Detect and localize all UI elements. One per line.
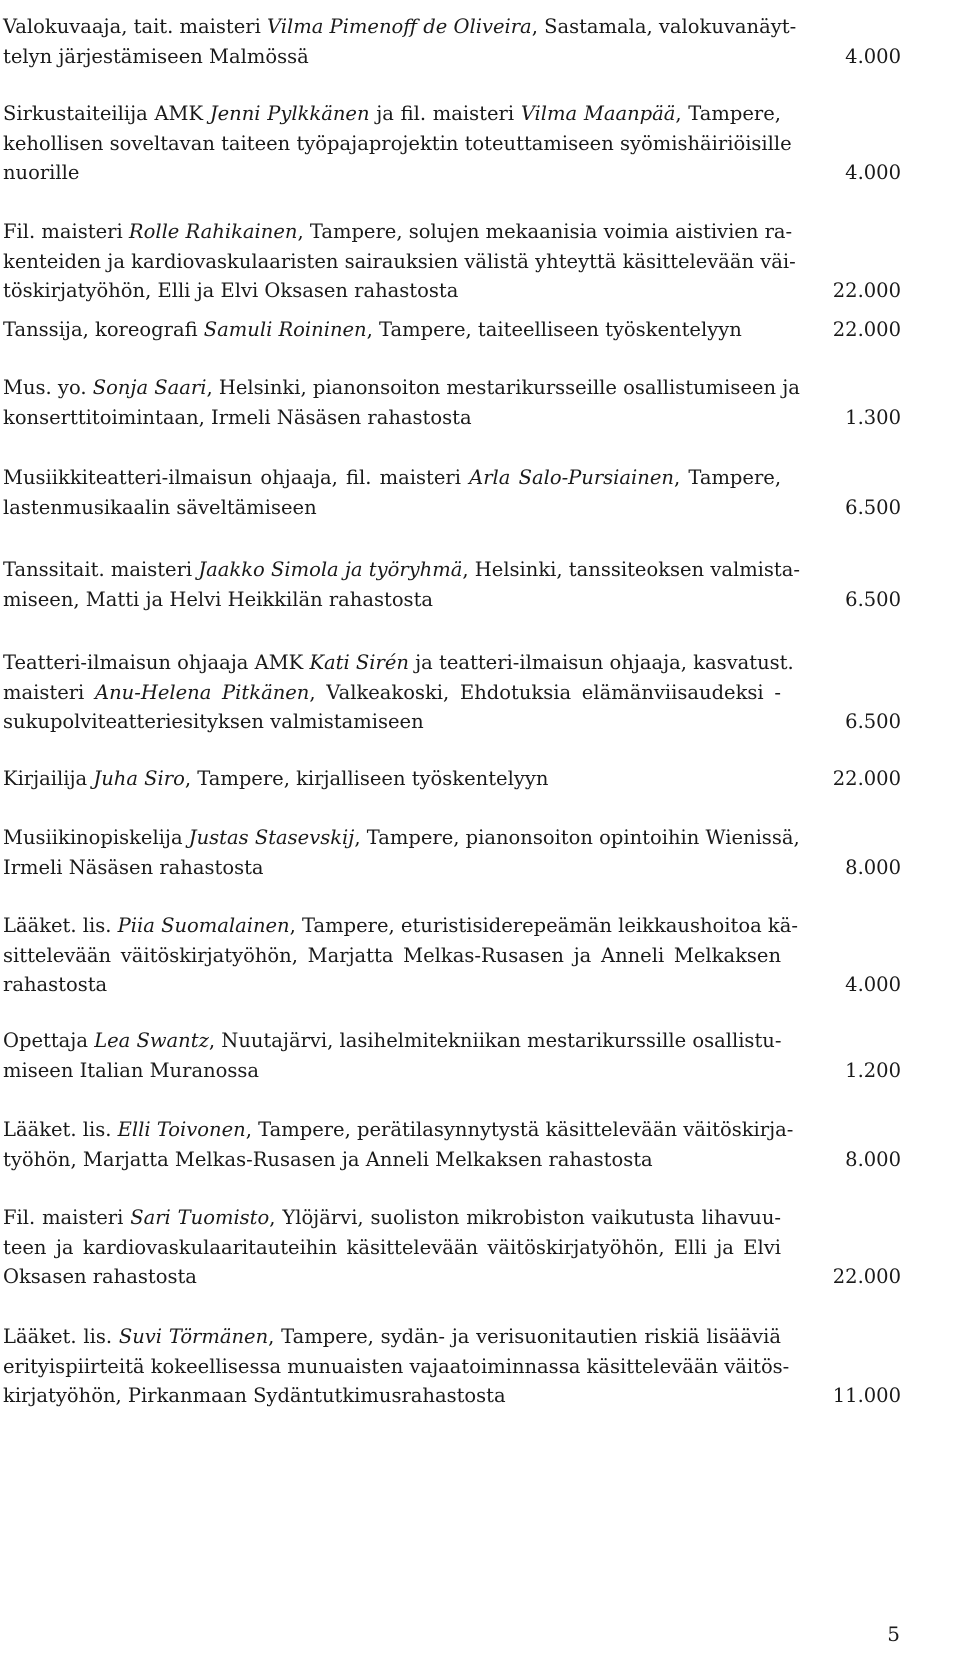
text-segment: Lääket. lis. [3,1118,118,1141]
text-segment: Fil. maisteri [3,1206,131,1229]
grant-description [3,555,800,614]
grant-description [3,373,800,432]
grant-description [3,1203,781,1292]
text-segment: Fil. maisteri [3,220,129,243]
text-segment: , Tampere, eturistisiderepeämän leikkaushoitoa kä- [289,914,798,937]
recipient-name: Lea Swantz [94,1029,209,1052]
text-line [3,555,800,585]
text-line [3,42,781,72]
grant-amount: 22.000 [832,1265,901,1288]
text-segment: Lääket. lis. [3,914,118,937]
text-segment: , Tampere, sydän- ja verisuonitautien riskiä lisääviä [268,1325,782,1348]
text-segment: , Valkeakoski, Ehdotuksia elämänviisaudeksi - [309,680,781,704]
recipient-name: Jenni Pylkkänen [209,102,370,125]
grant-description [3,1115,794,1174]
text-segment: Sirkustaiteilija AMK [3,102,210,125]
text-segment: työhön, Marjatta Melkas-Rusasen ja Anneli Melkaksen rahastosta [3,1147,653,1171]
text-segment: Tanssitait. maisteri [3,558,199,581]
grant-amount: 4.000 [845,973,901,996]
text-line [3,373,800,403]
text-line [3,678,781,708]
page-number: 5 [887,1622,900,1646]
text-segment: töskirjatyöhön, Elli ja Elvi Oksasen rahastosta [3,279,459,302]
text-segment: , Tampere, solujen mekaanisia voimia aistivien ra- [297,220,793,243]
text-line [3,823,800,853]
recipient-name: Suvi Törmänen [118,1325,269,1348]
recipient-name: Piia Suomalainen [117,914,290,937]
text-segment: Musiikinopiskelija [3,826,189,849]
text-segment: , Helsinki, tanssiteoksen valmista- [462,558,800,581]
text-line [3,1262,781,1292]
text-line [3,1233,781,1263]
grant-description [3,911,798,1000]
grant-description [3,823,800,882]
recipient-name: Vilma Pimenoff de Oliveira [267,15,532,38]
recipient-name: Elli Toivonen [117,1118,246,1141]
text-line [3,276,781,306]
text-segment: ja teatteri-ilmaisun ohjaaja, kasvatust. [408,651,794,674]
text-segment: rahastosta [3,973,108,996]
recipient-name: Rolle Rahikainen [128,220,298,243]
recipient-name: Kati Sirén [309,651,409,674]
text-segment: Irmeli Näsäsen rahastosta [3,855,264,879]
text-line [3,129,792,159]
text-line [3,99,781,129]
text-line [3,764,781,794]
text-segment: Valokuvaaja, tait. maisteri [3,15,268,38]
text-line [3,1145,781,1175]
grant-amount: 8.000 [845,1147,901,1171]
recipient-name: Sari Tuomisto [130,1206,270,1229]
text-segment: , Tampere, perätilasynnytystä käsittelevään väitöskirja- [245,1118,794,1141]
text-segment: Tanssija, koreografi [3,318,204,341]
text-line [3,941,781,971]
text-segment: , Tampere, taiteelliseen työskentelyyn [366,318,742,341]
grant-amount: 1.300 [845,405,901,429]
grant-amount: 22.000 [832,318,901,341]
grant-amount: 6.500 [845,587,901,611]
grant-description [3,315,781,345]
text-segment: konserttitoimintaan, Irmeli Näsäsen rahastosta [3,405,472,429]
text-line [3,1056,781,1086]
text-line [3,853,781,883]
text-segment: kirjatyöhön, Pirkanmaan Sydäntutkimusrahastosta [3,1384,506,1407]
recipient-name: Sonja Saari [92,376,207,399]
grant-description [3,648,794,737]
grant-amount: 4.000 [845,44,901,68]
text-segment: , Sastamala, valokuvanäyt- [531,15,797,38]
text-line [3,217,793,247]
grant-amount: 6.500 [845,710,901,733]
text-line [3,648,794,678]
recipient-name: Jaakko Simola ja työryhmä [198,558,463,581]
text-segment: Kirjailija [3,767,94,790]
text-segment: Lääket. lis. [3,1325,119,1348]
recipient-name: Justas Stasevskij [188,826,355,849]
text-segment: kenteiden ja kardiovaskulaaristen sairauksien välistä yhteyttä käsittelevään väi- [3,249,796,273]
recipient-name: Juha Siro [93,767,185,790]
grant-description [3,12,797,71]
text-segment: , Tampere, [673,466,782,489]
recipient-name: Anu-Helena Pitkänen [95,680,310,704]
text-line [3,1352,790,1382]
text-segment: miseen, Matti ja Helvi Heikkilän rahastosta [3,587,434,611]
text-line [3,1203,781,1233]
text-line [3,247,796,277]
text-segment: Opettaja [3,1029,95,1052]
grant-description [3,1026,781,1085]
grant-amount: 22.000 [832,767,901,790]
text-line [3,158,781,188]
grant-description [3,217,796,306]
grant-amount: 11.000 [832,1384,901,1407]
grant-amount: 22.000 [832,279,901,302]
text-line [3,911,798,941]
text-segment: Teatteri-ilmaisun ohjaaja AMK [3,651,310,674]
grant-amount: 1.200 [845,1058,901,1082]
text-segment: sittelevään väitöskirjatyöhön, Marjatta Melkas-Rusasen ja Anneli Melkaksen [3,943,781,967]
grant-description [3,463,781,522]
text-segment: , Helsinki, pianonsoiton mestarikursseille osallistumiseen ja [206,376,800,399]
text-line [3,970,781,1000]
text-segment: telyn järjestämiseen Malmössä [3,44,309,68]
text-segment: erityispiirteitä kokeellisessa munuaisten vajaatoiminnassa käsittelevään väitös- [3,1354,790,1378]
text-segment: Oksasen rahastosta [3,1265,197,1288]
grant-amount: 4.000 [845,161,901,184]
recipient-name: Samuli Roininen [203,318,367,341]
text-line [3,1381,781,1411]
text-line [3,403,781,433]
text-line [3,12,797,42]
recipient-name: Vilma Maanpää [520,102,676,125]
grant-description [3,764,781,794]
text-line [3,315,781,345]
recipient-name: Arla Salo-Pursiainen [469,466,674,489]
text-segment: teen ja kardiovaskulaaritauteihin käsittelevään väitöskirjatyöhön, Elli ja Elvi [3,1235,781,1259]
text-segment: ja fil. maisteri [369,102,521,125]
text-segment: lastenmusikaalin säveltämiseen [3,495,317,519]
text-line [3,1026,781,1056]
text-line [3,463,781,493]
grant-amount: 8.000 [845,855,901,879]
grant-amount: 6.500 [845,495,901,519]
grant-description [3,99,792,188]
text-line [3,1322,781,1352]
text-segment: , Tampere, [675,102,781,125]
text-segment: kehollisen soveltavan taiteen työpajaprojektin toteuttamiseen syömishäiriöisille [3,131,792,155]
text-line [3,707,781,737]
text-segment: sukupolviteatteriesityksen valmistamiseen [3,710,424,733]
text-line [3,1115,794,1145]
text-segment: , Tampere, pianonsoiton opintoihin Wienissä, [354,826,800,849]
text-segment: , Ylöjärvi, suoliston mikrobiston vaikutusta lihavuu- [269,1206,781,1229]
text-segment: Musiikkiteatteri-ilmaisun ohjaaja, fil. maisteri [3,466,470,489]
text-line [3,493,781,523]
text-segment: Mus. yo. [3,376,93,399]
text-line [3,585,781,615]
text-segment: , Tampere, kirjalliseen työskentelyyn [184,767,549,790]
text-segment: miseen Italian Muranossa [3,1058,260,1082]
grant-description [3,1322,790,1411]
text-segment: nuorille [3,161,80,184]
text-segment: maisteri [3,680,96,704]
text-segment: , Nuutajärvi, lasihelmitekniikan mestarikurssille osallistu- [208,1029,782,1052]
